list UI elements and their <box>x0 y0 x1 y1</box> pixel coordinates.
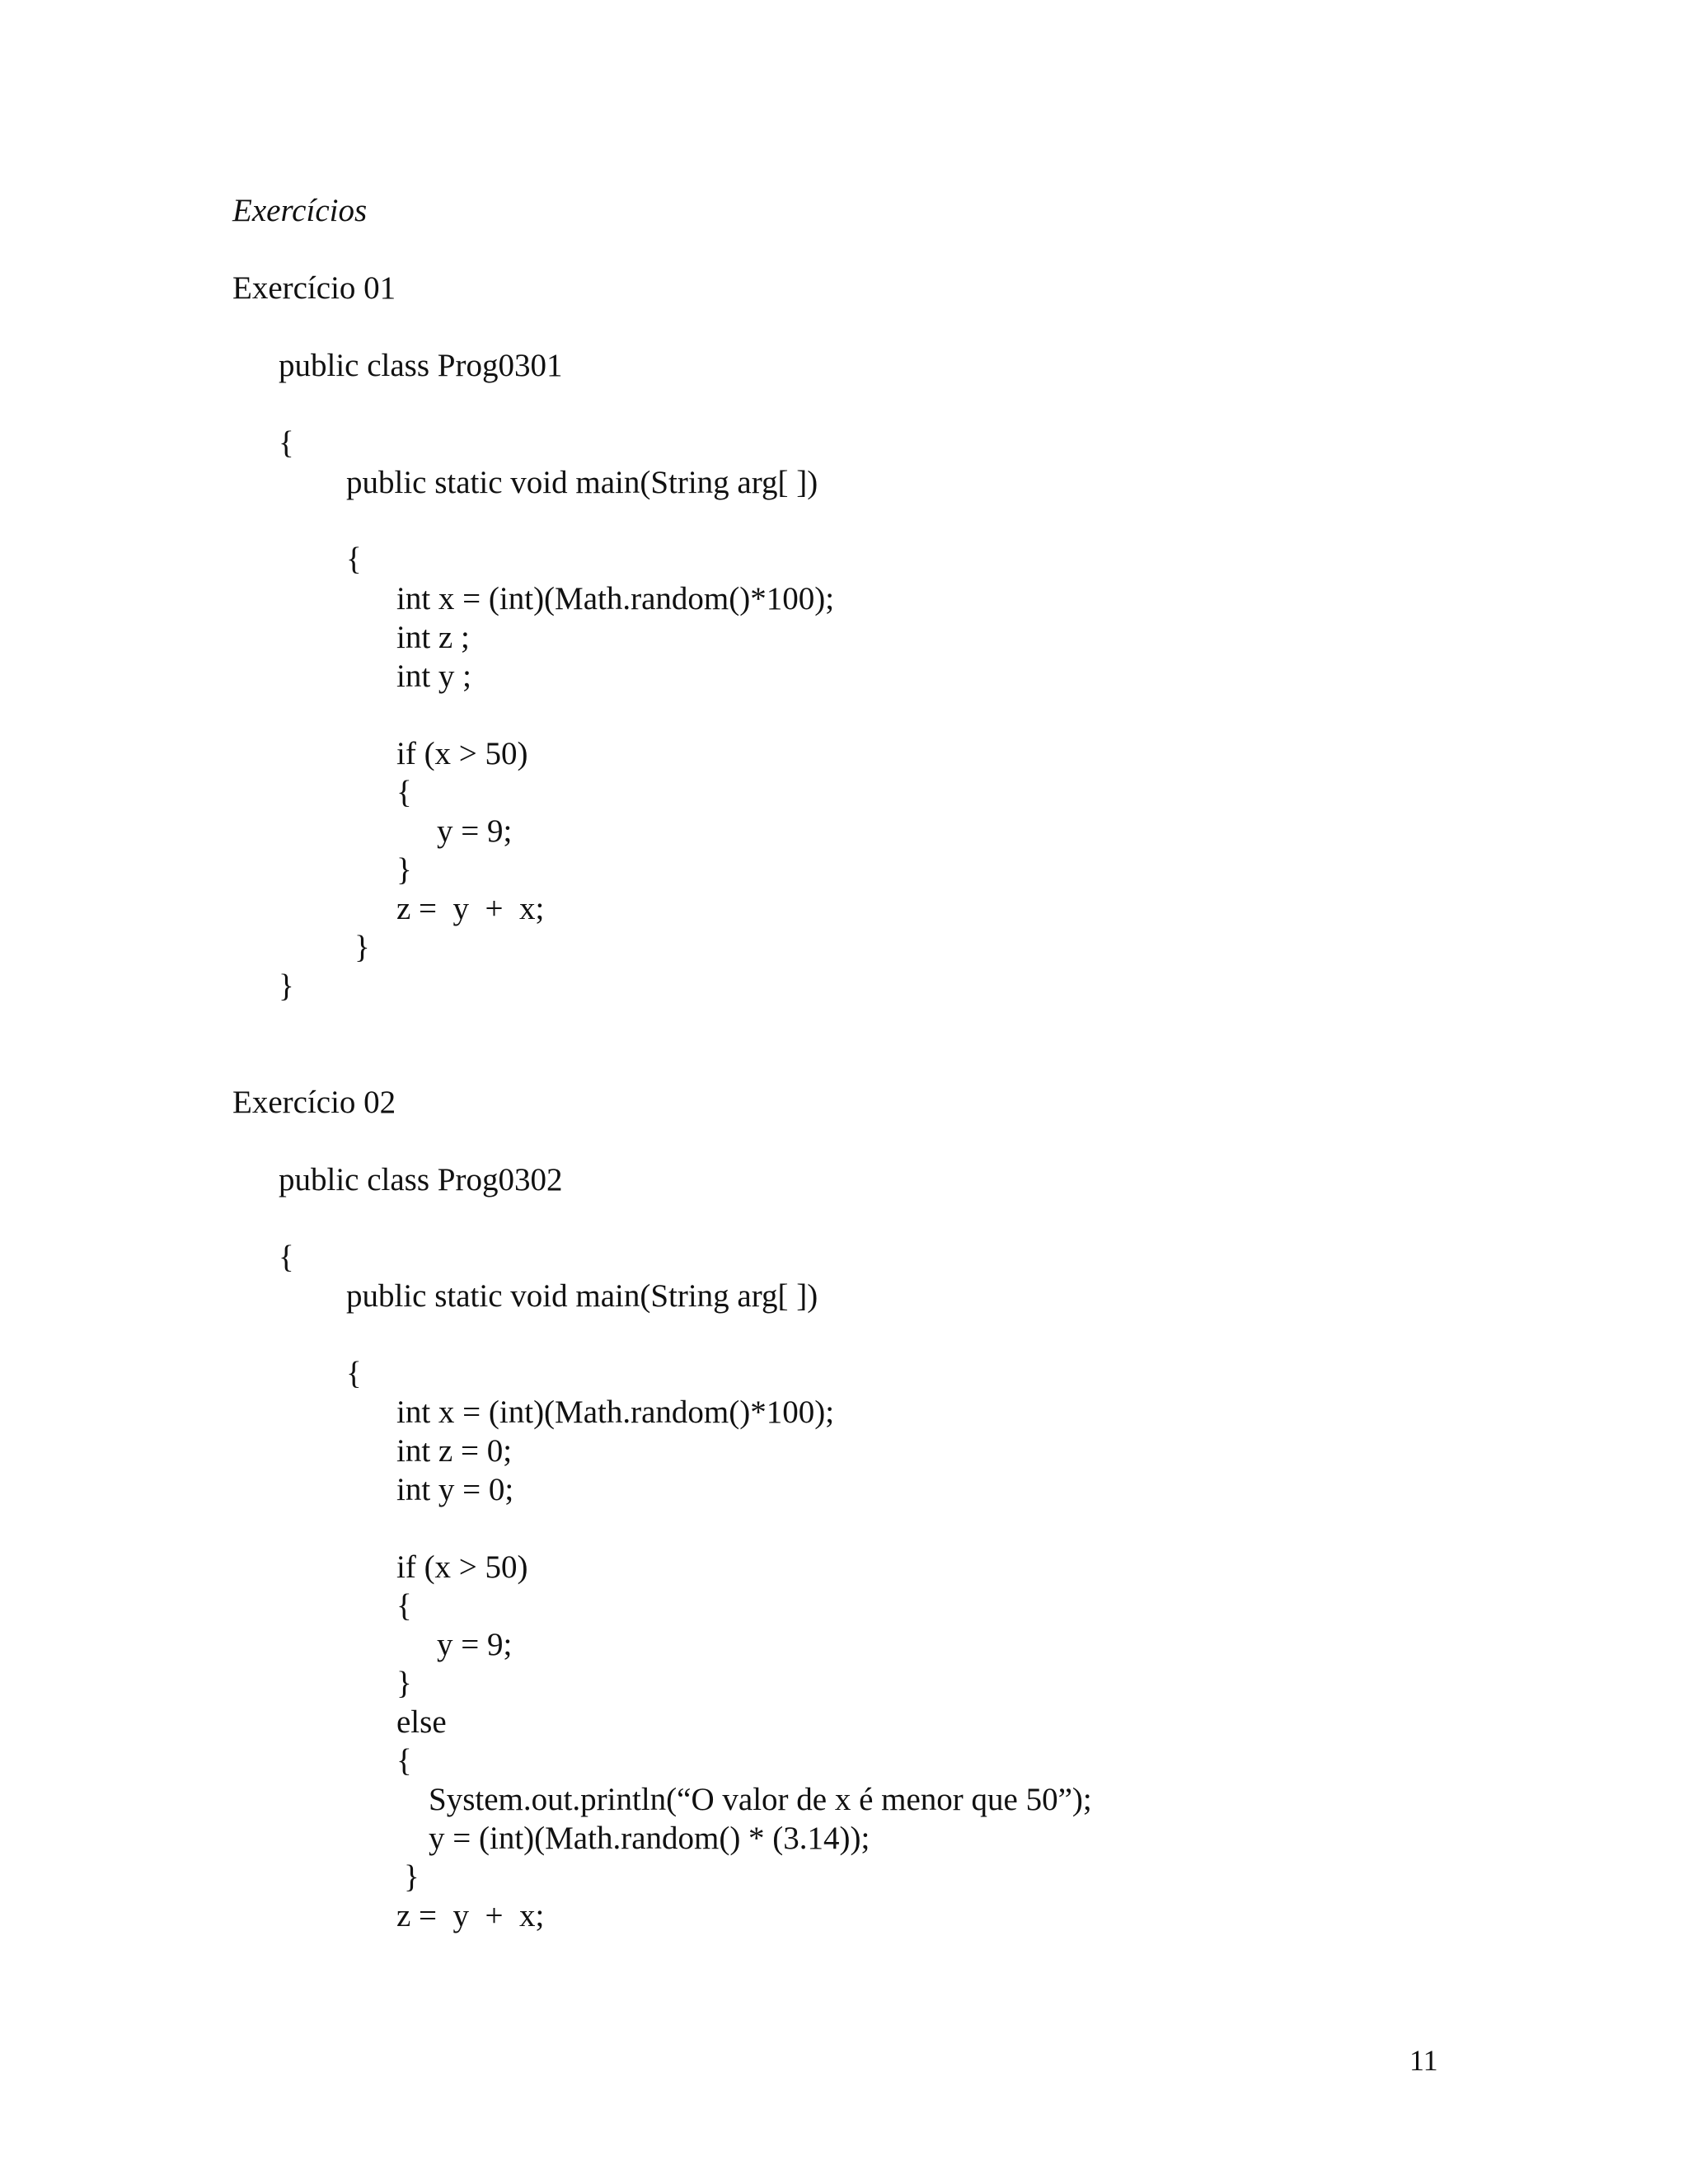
code-line: { <box>346 1356 362 1391</box>
code-line: int y ; <box>396 658 472 694</box>
code-line: y = (int)(Math.random() * (3.14)); <box>429 1821 870 1856</box>
code-line: y = 9; <box>437 1627 513 1662</box>
code-line: public class Prog0302 <box>279 1162 563 1197</box>
code-line: y = 9; <box>437 813 513 849</box>
code-line: } <box>279 968 294 1004</box>
code-line: int z = 0; <box>396 1433 513 1469</box>
code-line: int x = (int)(Math.random()*100); <box>396 1394 835 1430</box>
code-line: int x = (int)(Math.random()*100); <box>396 581 835 616</box>
code-line: z = y + x; <box>396 1898 545 1933</box>
code-line: } <box>396 1666 412 1701</box>
code-line: { <box>279 425 294 461</box>
section-title: Exercícios <box>232 193 368 228</box>
code-line: } <box>354 930 370 965</box>
code-line: z = y + x; <box>396 891 545 926</box>
code-line: int z ; <box>396 620 470 655</box>
code-line: public static void main(String arg[ ]) <box>346 1278 818 1314</box>
code-line: } <box>396 852 412 888</box>
page-number: 11 <box>1409 2044 1438 2077</box>
exercise-02-heading: Exercício 02 <box>232 1085 396 1120</box>
code-line: System.out.println(“O valor de x é menor que 50”); <box>429 1782 1092 1817</box>
code-line: { <box>396 1743 412 1779</box>
code-line: { <box>346 541 362 577</box>
exercise-01-heading: Exercício 01 <box>232 270 396 306</box>
code-line: { <box>396 775 412 810</box>
code-line: int y = 0; <box>396 1472 514 1507</box>
code-line: } <box>404 1859 420 1895</box>
code-line: if (x > 50) <box>396 1549 528 1585</box>
code-line: if (x > 50) <box>396 736 528 771</box>
code-line: { <box>279 1240 294 1275</box>
code-line: { <box>396 1588 412 1624</box>
code-line: public static void main(String arg[ ]) <box>346 465 818 500</box>
code-line: else <box>396 1704 447 1740</box>
code-line: public class Prog0301 <box>279 348 563 383</box>
